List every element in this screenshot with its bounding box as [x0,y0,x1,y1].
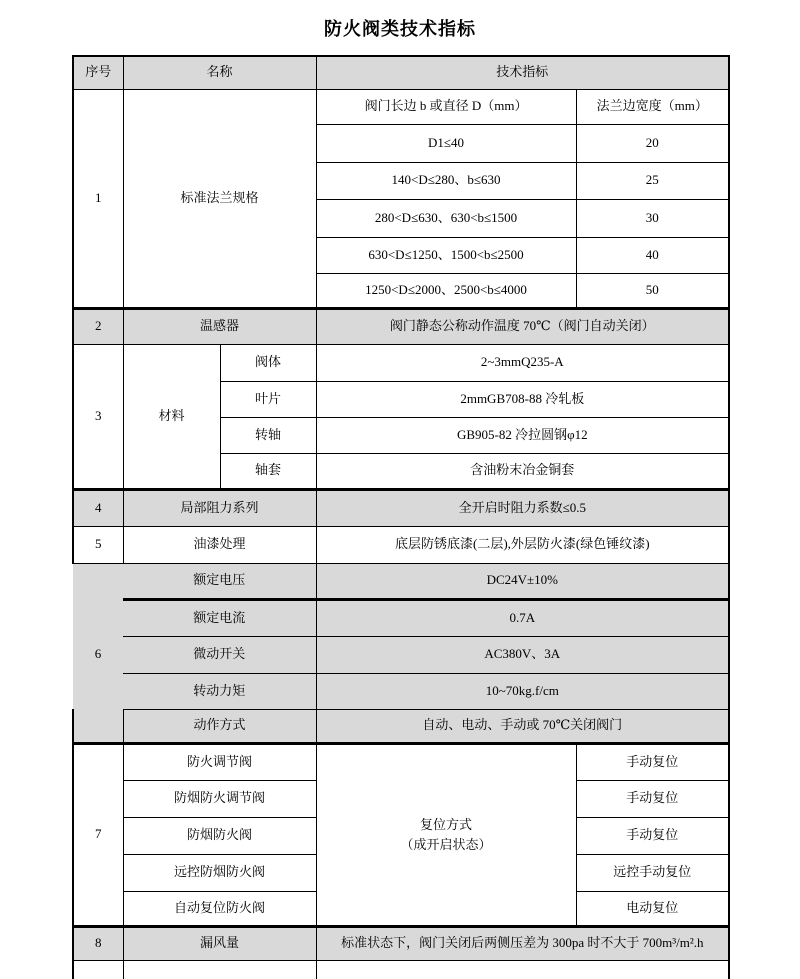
s1-flange-cell: 25 [576,162,729,199]
s1-flange-cell: 20 [576,124,729,162]
s5-no-cell: 5 [73,526,123,563]
s1-no-cell: 1 [73,89,123,308]
s6-no-spacer-cell [73,709,123,743]
s7-no-cell: 7 [73,743,123,926]
s2-value-cell: 阀门静态公称动作温度 70℃（阀门自动关闭） [316,308,729,344]
s6-name-cell: 微动开关 [123,636,316,673]
s7-reset-mode-cell [316,743,576,926]
s1-flange-cell: 50 [576,273,729,308]
s7-value-cell: 远控手动复位 [576,854,729,891]
s7-name-cell: 远控防烟防火阀 [123,854,316,891]
s1-size-cell: 280<D≤630、630<b≤1500 [316,199,576,237]
s7-value-cell: 手动复位 [576,817,729,854]
s6-value-cell: 10~70kg.f/cm [316,673,729,709]
spec-table [72,55,730,979]
s3-part-cell: 轴套 [220,453,316,489]
partial-row-no-cell [73,960,123,979]
s1-flange-header-cell: 法兰边宽度（mm） [576,89,729,124]
s4-name-cell: 局部阻力系列 [123,489,316,526]
s3-value-cell: 含油粉末冶金铜套 [316,453,729,489]
s1-size-cell: D1≤40 [316,124,576,162]
s7-name-cell: 自动复位防火阀 [123,891,316,926]
s3-part-cell: 叶片 [220,381,316,417]
header-cell-no: 序号 [73,56,123,89]
s4-value-cell: 全开启时阻力系数≤0.5 [316,489,729,526]
s3-part-cell: 转轴 [220,417,316,453]
s5-name-cell: 油漆处理 [123,526,316,563]
s2-no-cell: 2 [73,308,123,344]
s3-value-cell: GB905-82 冷拉圆钢φ12 [316,417,729,453]
s5-value-cell: 底层防锈底漆(二层),外层防火漆(绿色锤纹漆) [316,526,729,563]
s2-name-cell: 温感器 [123,308,316,344]
partial-row-name-cell [123,960,316,979]
s7-value-cell: 手动复位 [576,780,729,817]
s6-no-spacer-cell [73,599,123,636]
s3-name-cell: 材料 [123,344,220,489]
s6-value-cell: AC380V、3A [316,636,729,673]
s3-no-cell: 3 [73,344,123,489]
page-title: 防火阀类技术指标 [324,18,476,39]
s7-name-cell: 防火调节阀 [123,743,316,780]
s6-no-spacer-cell [73,563,123,599]
s3-value-cell: 2mmGB708-88 冷轧板 [316,381,729,417]
s7-value-cell: 电动复位 [576,891,729,926]
s7-value-cell: 手动复位 [576,743,729,780]
s3-value-cell: 2~3mmQ235-A [316,344,729,381]
s6-value-cell: 0.7A [316,599,729,636]
s6-name-cell: 转动力矩 [123,673,316,709]
s6-value-cell: 自动、电动、手动或 70℃关闭阀门 [316,709,729,743]
s1-size-header-cell: 阀门长边 b 或直径 D（mm） [316,89,576,124]
partial-row-value-cell [316,960,729,979]
s1-flange-cell: 30 [576,199,729,237]
s4-no-cell: 4 [73,489,123,526]
s7-reset-mode-line2: （成开启状态） [400,836,492,852]
s6-name-cell: 额定电流 [123,599,316,636]
s1-flange-cell: 40 [576,237,729,273]
s1-size-cell: 140<D≤280、b≤630 [316,162,576,199]
s3-part-cell: 阀体 [220,344,316,381]
s6-no-spacer-cell [73,673,123,709]
s1-size-cell: 630<D≤1250、1500<b≤2500 [316,237,576,273]
s1-name-cell: 标准法兰规格 [123,89,316,308]
s8-no-cell: 8 [73,926,123,960]
s7-reset-mode-line1: 复位方式 [420,817,473,832]
s8-name-cell: 漏风量 [123,926,316,960]
s7-name-cell: 防烟防火阀 [123,817,316,854]
s6-no-cell: 6 [73,636,123,673]
s8-value-cell: 标准状态下，阀门关闭后两侧压差为 300pa 时不大于 700m³/m².h [316,926,729,960]
s6-name-cell: 动作方式 [123,709,316,743]
s6-value-cell: DC24V±10% [316,563,729,599]
s6-name-cell: 额定电压 [123,563,316,599]
s7-name-cell: 防烟防火调节阀 [123,780,316,817]
header-cell-spec: 技术指标 [316,56,729,89]
header-cell-name: 名称 [123,56,316,89]
s1-size-cell: 1250<D≤2000、2500<b≤4000 [316,273,576,308]
